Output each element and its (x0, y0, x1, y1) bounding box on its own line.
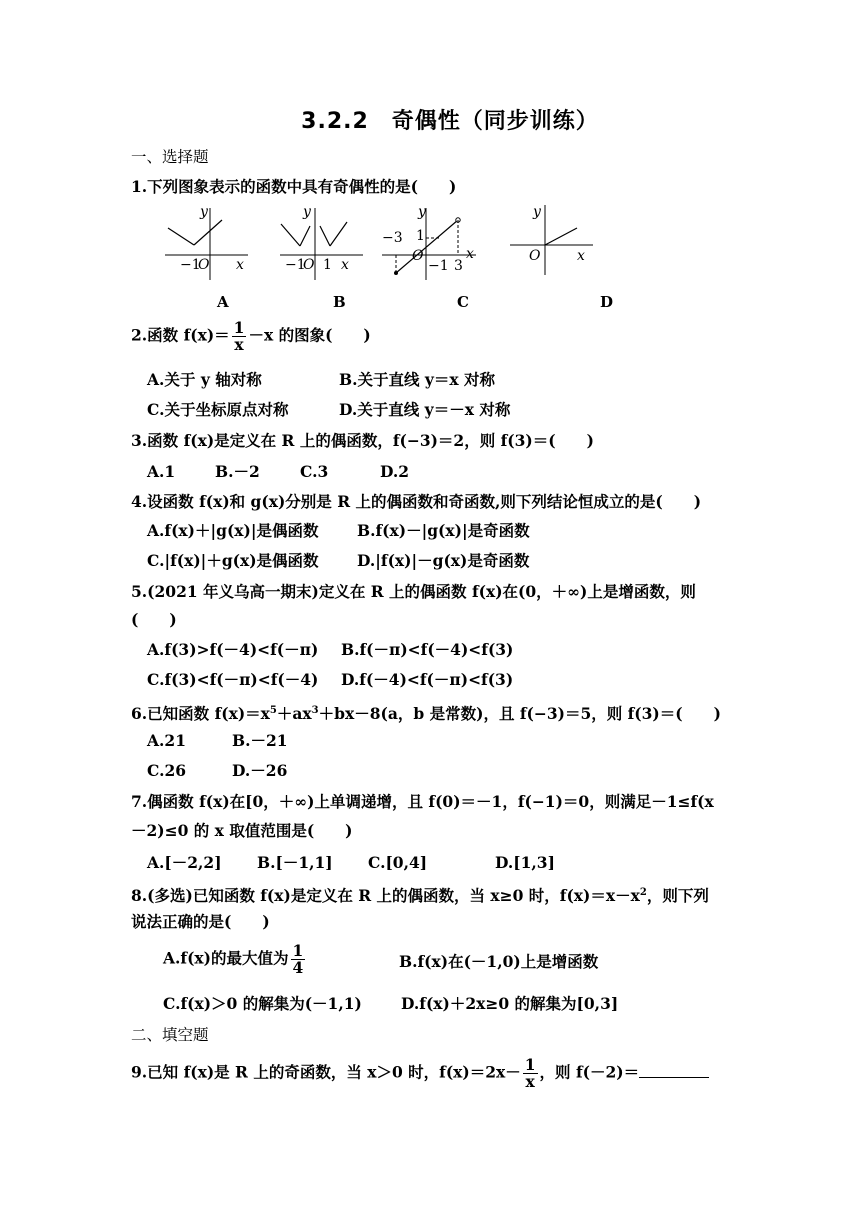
graph-c-neg1: −1 (428, 258, 449, 274)
q9-fraction: $\frac{1}{x}$ (524, 1055, 536, 1091)
page-title: 3.2.2 奇偶性（同步训练） (301, 109, 599, 134)
q5-option-c: C.f(3)<f(－π)<f(－4) (147, 670, 319, 689)
graph-label-a: A (217, 293, 229, 311)
graph-a-x-label: x (236, 257, 244, 273)
graph-b-x-label: x (341, 257, 349, 273)
q3-option-d: D.2 (380, 462, 410, 481)
q8-option-d: D.f(x)＋2x≥0 的解集为[0,3] (401, 994, 619, 1013)
q6-option-a: A.21 (147, 731, 186, 750)
question-5-cont: ( ) (131, 610, 177, 629)
graph-d (505, 200, 595, 280)
graph-label-d: D (600, 293, 614, 311)
q5-option-b: B.f(－π)<f(－4)<f(3) (341, 640, 514, 659)
graph-c-origin: O (412, 248, 424, 264)
graph-c-pos3: 3 (454, 258, 463, 274)
q2-fraction: $\frac{1}{x}$ (233, 318, 245, 354)
q7-option-d: D.[1,3] (495, 853, 555, 872)
q8-option-a: A.f(x)的最大值为 $\frac{1}{4}$ (163, 941, 304, 977)
graph-d-x-label: x (577, 248, 585, 264)
graph-b-pos1: 1 (323, 257, 332, 273)
q2-option-c: C.关于坐标原点对称 (147, 400, 289, 419)
q2-option-d: D.关于直线 y＝－x 对称 (339, 400, 511, 419)
q4-option-b: B.f(x)－|g(x)|是奇函数 (357, 521, 530, 540)
q7-option-b: B.[－1,1] (257, 853, 333, 872)
question-9: 9.已知 f(x)是 R 上的奇函数，当 x＞0 时，f(x)＝2x－ $\frac{1}{x}$ ，则 f(－2)＝ (131, 1057, 709, 1090)
graph-b (275, 200, 365, 280)
q5-option-a: A.f(3)>f(－4)<f(－π) (147, 640, 319, 659)
q7-option-c: C.[0,4] (368, 853, 428, 872)
graph-b-neg1: −1 (285, 257, 306, 273)
graph-c-pos1: 1 (416, 228, 425, 244)
q3-option-b: B.－2 (215, 462, 260, 481)
graph-label-c: C (457, 293, 469, 311)
graph-c-y-label: y (418, 204, 426, 220)
q8-option-b: B.f(x)在(－1,0)上是增函数 (399, 952, 599, 971)
graph-c (380, 200, 480, 280)
graph-label-b: B (333, 293, 346, 311)
question-8: 8.(多选)已知函数 f(x)是定义在 R 上的偶函数，当 x≥0 时，$f(x)=x-x^2$，则下列 (131, 886, 709, 906)
q3-option-c: C.3 (300, 462, 329, 481)
graph-c-neg3: −3 (382, 230, 403, 246)
question-7: 7.偶函数 f(x)在[0，＋∞)上单调递增，且 f(0)＝－1，f(−1)＝0，则满足－1≤f(x (131, 792, 714, 811)
q4-option-a: A.f(x)＋|g(x)|是偶函数 (147, 521, 319, 540)
graph-b-origin: O (303, 257, 315, 273)
question-4: 4.设函数 f(x)和 g(x)分别是 R 上的偶函数和奇函数,则下列结论恒成立的是( ) (131, 492, 702, 511)
q5-option-d: D.f(－4)<f(－π)<f(3) (341, 670, 514, 689)
question-7-cont: －2)≤0 的 x 取值范围是( ) (131, 821, 353, 840)
question-5: 5.(2021 年义乌高一期末)定义在 R 上的偶函数 f(x)在(0，＋∞)上是增函数，则 (131, 582, 696, 601)
q2-pre: 2.函数 f(x)＝ (131, 325, 230, 345)
graph-a-y-label: y (200, 204, 208, 220)
q2-option-a: A.关于 y 轴对称 (147, 370, 262, 389)
graph-d-y-label: y (533, 204, 541, 220)
q2-option-b: B.关于直线 y＝x 对称 (339, 370, 496, 389)
question-2 (131, 320, 371, 353)
q6-option-b: B.－21 (232, 731, 288, 750)
question-6: 6.已知函数 $f(x)=x^5+ax^3+bx-8(a$，b 是常数)，且 f(−3)＝5，则 f(3)＝( ) (131, 704, 721, 724)
question-3: 3.函数 f(x)是定义在 R 上的偶函数，f(−3)＝2，则 f(3)＝( ) (131, 431, 594, 450)
graph-a-origin: O (198, 257, 210, 273)
q4-option-c: C.|f(x)|＋g(x)是偶函数 (147, 551, 319, 570)
q2-post: －x 的图象( ) (248, 325, 371, 345)
graph-d-origin: O (529, 248, 541, 264)
q8-a-fraction: $\frac{1}{4}$ (292, 941, 304, 977)
q6-option-d: D.－26 (232, 761, 288, 780)
section-heading-fill: 二、填空题 (131, 1026, 209, 1044)
q8-option-c: C.f(x)＞0 的解集为(－1,1) (163, 994, 362, 1013)
q3-option-a: A.1 (147, 462, 176, 481)
graph-a (160, 200, 250, 280)
q7-option-a: A.[－2,2] (147, 853, 222, 872)
graph-a-neg1: −1 (180, 257, 201, 273)
q4-option-d: D.|f(x)|－g(x)是奇函数 (357, 551, 530, 570)
question-1: 1.下列图象表示的函数中具有奇偶性的是( ) (131, 177, 457, 196)
graph-b-y-label: y (303, 204, 311, 220)
graph-c-x-label: x (466, 246, 474, 262)
q9-answer-blank[interactable] (639, 1063, 709, 1078)
question-8-cont: 说法正确的是( ) (131, 912, 270, 931)
q6-option-c: C.26 (147, 761, 187, 780)
section-heading-choice: 一、选择题 (131, 148, 209, 166)
